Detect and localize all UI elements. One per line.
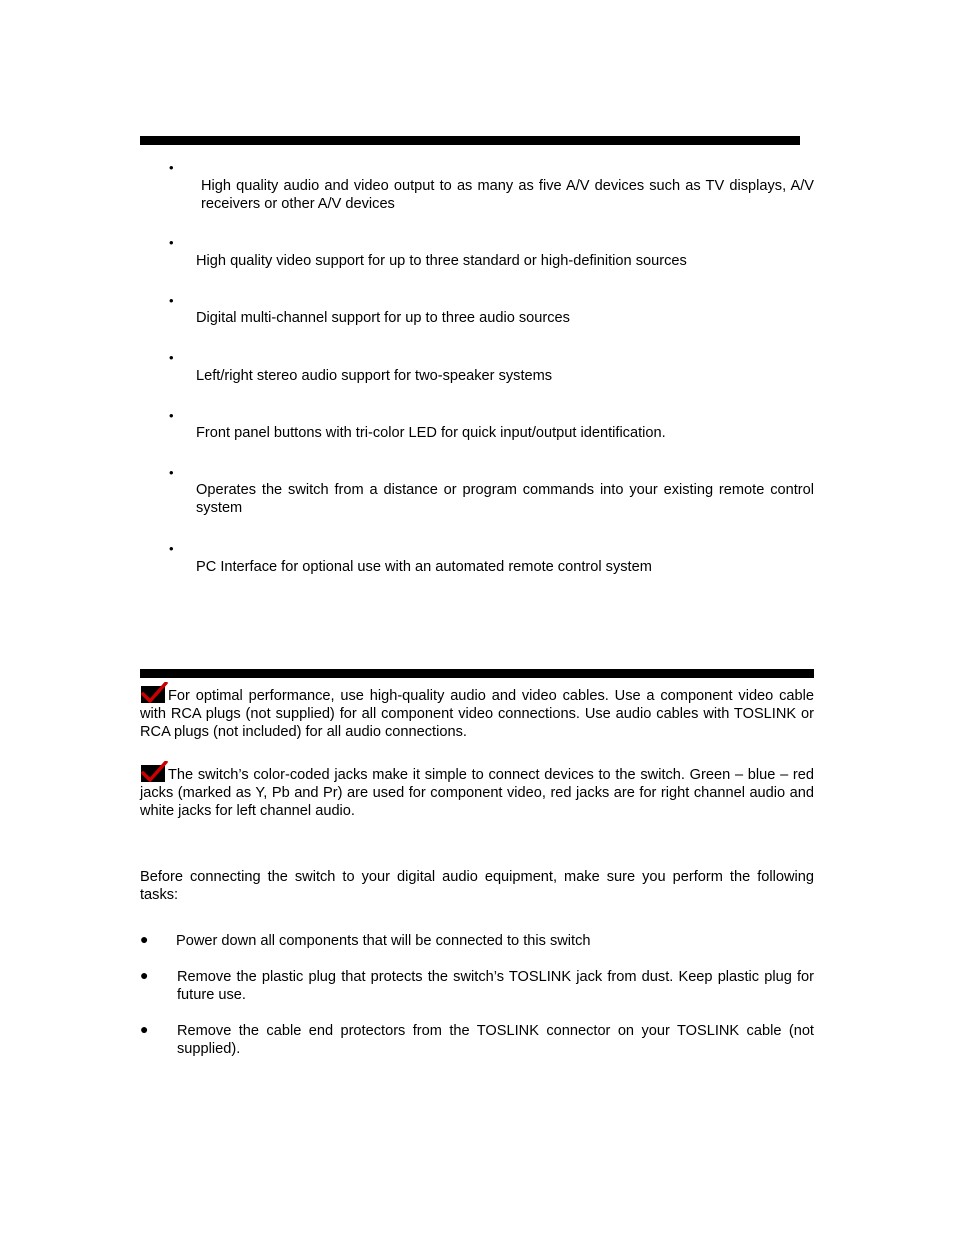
- feature-item: Operates the switch from a distance or program commands into your existing remote control system: [196, 482, 814, 516]
- bullet-icon: •: [169, 350, 174, 365]
- bullet-icon: ●: [140, 931, 149, 947]
- feature-item: Digital multi-channel support for up to three audio sources: [196, 310, 570, 326]
- bullet-icon: ●: [140, 1021, 149, 1037]
- bullet-icon: ●: [140, 967, 149, 983]
- bullet-icon: •: [169, 160, 174, 175]
- bullet-icon: •: [169, 235, 174, 250]
- note-text: The switch’s color-coded jacks make it simple to connect devices to the switch. Green – blue – red jacks (marked as Y, Pb and Pr) are used for component video, red jacks are for right channel audio and white jacks for left channel audio.: [140, 767, 814, 819]
- feature-item: Front panel buttons with tri-color LED for quick input/output identification.: [196, 425, 666, 441]
- bullet-icon: •: [169, 408, 174, 423]
- section-divider-notes: [140, 669, 814, 678]
- task-item: Power down all components that will be connected to this switch: [176, 933, 591, 949]
- task-item: Remove the cable end protectors from the TOSLINK connector on your TOSLINK cable (not supplied).: [177, 1023, 814, 1057]
- checkbox-checked-icon: [140, 761, 168, 783]
- note-paragraph: [140, 682, 814, 741]
- note-paragraph: [140, 761, 814, 820]
- intro-paragraph: Before connecting the switch to your digital audio equipment, make sure you perform the following tasks:: [140, 869, 814, 903]
- bullet-icon: •: [169, 293, 174, 308]
- note-text: For optimal performance, use high-quality audio and video cables. Use a component video cable with RCA plugs (not supplied) for all component video connections. Use audio cables with TOSLINK or RCA plugs (not included) for all audio connections.: [140, 688, 814, 740]
- feature-item: PC Interface for optional use with an automated remote control system: [196, 559, 652, 575]
- feature-item: High quality audio and video output to as many as five A/V devices such as TV displays, A/V receivers or other A/V devices: [201, 178, 814, 212]
- bullet-icon: •: [169, 541, 174, 556]
- feature-item: Left/right stereo audio support for two-speaker systems: [196, 368, 553, 384]
- feature-item: High quality video support for up to three standard or high-definition sources: [196, 253, 687, 269]
- checkbox-checked-icon: [140, 682, 168, 704]
- section-divider-top: [140, 136, 800, 145]
- bullet-icon: •: [169, 465, 174, 480]
- task-item: Remove the plastic plug that protects the switch’s TOSLINK jack from dust. Keep plastic plug for future use.: [177, 969, 814, 1003]
